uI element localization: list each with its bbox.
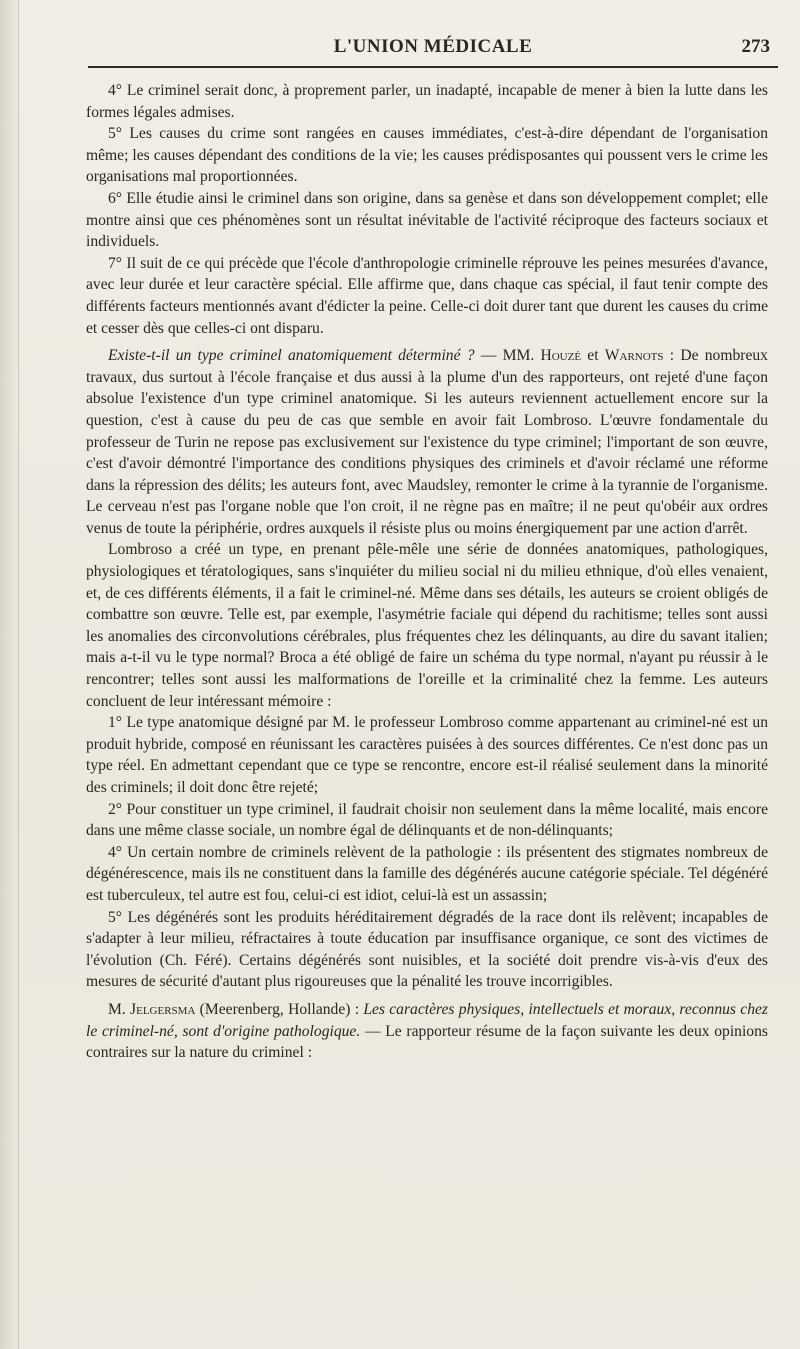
conclusion-item-4: 4° Un certain nombre de criminels relèvent de la pathologie : ils présentent des stigmates nombreux de dégénérescence, mais ils ne constituent dans la famille des dégénérés aucune catégorie spéciale. Tel dégénéré est tuberculeux, tel autre est fou, celui-ci est idiot, celui-là est un assassin; [86,843,768,904]
author-name: Jelgersma [130,1000,196,1018]
conclusion-item-1: 1° Le type anatomique désigné par M. le professeur Lombroso comme appartenant au criminel-né est un produit hybride, composé en réunissant les caractères puisées à des sources différentes. Ce n'est donc pas un type réel. En admettant cependant que ce type se rencontre, encore est-il réalisé seulement dans la minorité des criminels; il doit donc être rejeté; [86,714,768,796]
paragraph-item-4: 4° Le criminel serait donc, à proprement parler, un inadapté, incapable de mener à bien la lutte dans les formes légales admises. [86,82,768,121]
body-text [86,80,768,1064]
conclusion-item-2: 2° Pour constituer un type criminel, il faudrait choisir non seulement dans la même localité, mais encore dans une même classe sociale, un nombre égal de délinquants et de non-délinquants; [86,800,768,840]
paragraph-lombroso: Lombroso a créé un type, en prenant pêle-mêle une série de données anatomiques, pathologiques, physiologiques et tératologiques, sans s'inquiéter du milieu social ni du milieu ethnique, d'où elles venaient, et, de ces différents éléments, il a fait le criminel-né. Même dans ses détails, les auteurs se croient obligés de combattre son œuvre. Telle est, par exemple, l'asymétrie faciale qui dépend du rachitisme; telles sont aussi les anomalies des circonvolutions cérébrales, plus fréquentes chez les délinquants, au dire du savant italien; mais a-t-il vu le type normal? Broca a été obligé de faire un schéma du type normal, n'ayant pu réussir à le rencontrer; telles sont aussi les malformations de l'oreille et la criminalité chez la femme. Les auteurs concluent de leur intéressant mémoire : [86,541,768,710]
header-rule [88,66,778,68]
paragraph-item-6: 6° Elle étudie ainsi le criminel dans son origine, dans sa genèse et dans son développement complet; elle montre ainsi que ces phénomènes sont un résultat inévitable de l'activité réciproque des facteurs sociaux et individuels. [86,189,768,251]
section-title: Les caractères physiques, intellectuels et moraux, reconnus chez le criminel-né, sont d'origine pathologique. [86,1000,768,1040]
page-number: 273 [741,36,770,57]
author-name: Warnots [604,347,664,365]
paragraph-type-criminel: Existe-t-il un type criminel anatomiquement déterminé ? — MM. Houzé et Warnots : De nombreux travaux, dus surtout à l'école française et dus aussi à la plume d'un des rapporteurs, ont rejeté d'une façon absolue l'existence d'un type criminel anatomique. Si les auteurs reviennent actuellement encore sur la question, c'est à cause du peu de cas que semble en avoir fait Lombroso. L'œuvre fondamentale du professeur de Turin ne repose pas exclusivement sur l'existence du type criminel; l'important de son œuvre, c'est d'avoir démontré l'importance des conditions physiques des criminels et d'avoir réclamé une réforme dans la répression des délits; les auteurs font, avec Maudsley, remonter le crime à la tyrannie de l'organisme. Le cerveau n'est pas l'organe noble que l'on croit, il ne règne pas en maître; il ne peut qu'obéir aux ordres venus de toute la périphérie, ordres auxquels il résiste plus ou moins énergiquement par une action d'arrêt. [86,347,768,537]
paragraph-item-5: 5° Les causes du crime sont rangées en causes immédiates, c'est-à-dire dépendant de l'organisation même; les causes dépendant des conditions de la vie; les causes prédisposantes qui poussent vers le crime les organisations mal proportionnées. [86,125,768,186]
running-title: L'UNION MÉDICALE [333,36,533,57]
paragraph-jelgersma: M. Jelgersma (Meerenberg, Hollande) : Les caractères physiques, intellectuels et moraux, reconnus chez le criminel-né, sont d'origine pathologique. — Le rapporteur résume de la façon suivante les deux opinions contraires sur la nature du criminel : [86,1000,768,1062]
page-header [88,36,778,64]
paragraph-item-7: 7° Il suit de ce qui précède que l'école d'anthropologie criminelle réprouve les peines mesurées d'avance, avec leur durée et leur caractère spécial. Elle affirme que, dans chaque cas spécial, il faut tenir compte des différents facteurs mentionnés avant d'édicter la peine. Celle-ci doit durer tant que durent les causes du crime et cesser dès que celles-ci ont disparu. [86,254,768,337]
author-name: Houzé [540,347,582,365]
binding-edge [18,0,19,1349]
conclusion-item-5: 5° Les dégénérés sont les produits héréditairement dégradés de la race dont ils relèvent; incapables de s'adapter à leur milieu, réfractaires à toute éducation par insuffisance organique, ce sont des victimes de l'évolution (Ch. Féré). Certains dégénérés sont nuisibles, et la société doit prendre vis-à-vis d'eux des mesures de sécurité d'autant plus rigoureuses que la pénalité les trouve incorrigibles. [86,908,768,991]
section-title: Existe-t-il un type criminel anatomiquement déterminé ? [108,347,475,365]
